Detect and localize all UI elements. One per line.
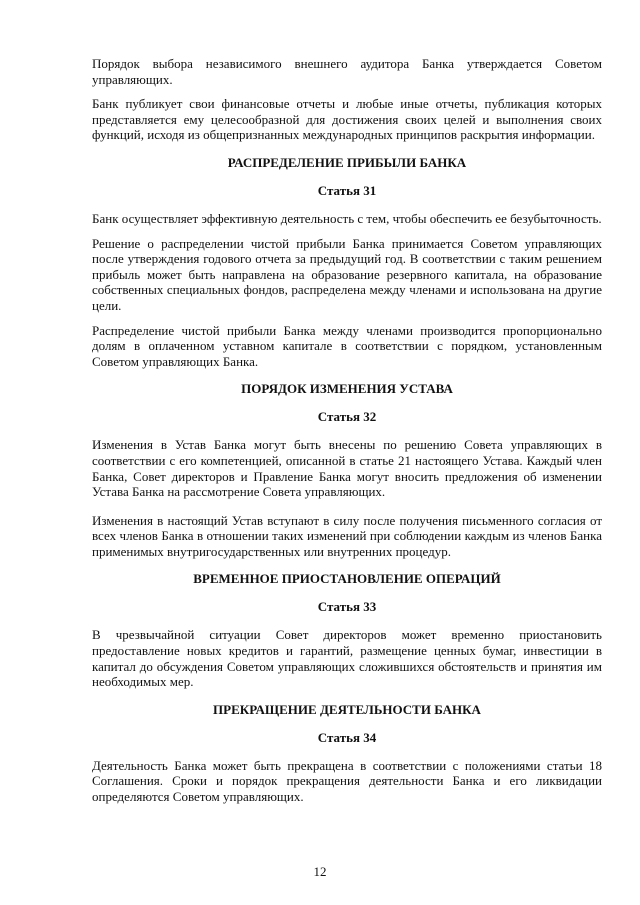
article-31-paragraph-2: Решение о распределении чистой прибыли Банка принимается Советом управляющих после утверждения годового отчета за предыдущий год. В соответствии с таким решением прибыль может быть направлена на образование резервного капитала, на образование собственных специальных фондов, распределена между членами и использована на другие цели. <box>92 235 602 313</box>
page-number: 12 <box>313 864 327 879</box>
section-heading-profit-distribution: РАСПРЕДЕЛЕНИЕ ПРИБЫЛИ БАНКА <box>227 154 467 170</box>
section-heading-termination: ПРЕКРАЩЕНИЕ ДЕЯТЕЛЬНОСТИ БАНКА <box>213 701 481 717</box>
article-32-title: Статья 32 <box>317 409 377 425</box>
article-33-paragraph-1: В чрезвычайной ситуации Совет директоров может временно приостановить предоставление новых кредитов и гарантий, размещение ценных бумаг, инвестиции в капитал до обсуждения Советом управляющих сложившихся обстоятельств и принятия им необходимых мер. <box>92 627 602 690</box>
paragraph-reports: Банк публикует свои финансовые отчеты и любые иные отчеты, публикация которых представляется ему целесообразной для достижения своих целей и выполнения своих функций, исходя из общепризнанных международных принципов раскрытия информации. <box>92 96 602 143</box>
article-32-paragraph-1: Изменения в Устав Банка могут быть внесены по решению Совета управляющих в соответствии с его компетенцией, описанной в статье 21 настоящего Устава. Каждый член Банка, Совет директоров и Правление Банка могут вносить предложения об изменении Устава Банка на рассмотрение Совета управляющих. <box>92 437 602 500</box>
article-31-title: Статья 31 <box>317 182 377 198</box>
document-page <box>92 56 602 805</box>
article-34-paragraph-1: Деятельность Банка может быть прекращена в соответствии с положениями статьи 18 Соглашения. Сроки и порядок прекращения деятельности Банка и его ликвидации определяются Советом управляющих. <box>92 757 602 805</box>
article-33-title: Статья 33 <box>317 599 377 615</box>
article-32-paragraph-2: Изменения в настоящий Устав вступают в силу после получения письменного согласия от всех членов Банка в отношении таких изменений при соблюдении каждым из членов Банка применимых внутригосударственных или внутренних процедур. <box>92 512 602 559</box>
paragraph-auditor: Порядок выбора независимого внешнего аудитора Банка утверждается Советом управляющих. <box>92 56 602 87</box>
article-31-paragraph-3: Распределение чистой прибыли Банка между членами производится пропорционально долям в оплаченном уставном капитале в соответствии с порядком, установленным Советом управляющих Банка. <box>92 322 602 369</box>
article-31-paragraph-1: Банк осуществляет эффективную деятельность с тем, чтобы обеспечить ее безубыточность. <box>92 210 602 226</box>
section-heading-suspension: ВРЕМЕННОЕ ПРИОСТАНОВЛЕНИЕ ОПЕРАЦИЙ <box>193 571 501 587</box>
section-heading-charter-amendment: ПОРЯДОК ИЗМЕНЕНИЯ УСТАВА <box>241 381 453 397</box>
article-34-title: Статья 34 <box>317 729 377 745</box>
